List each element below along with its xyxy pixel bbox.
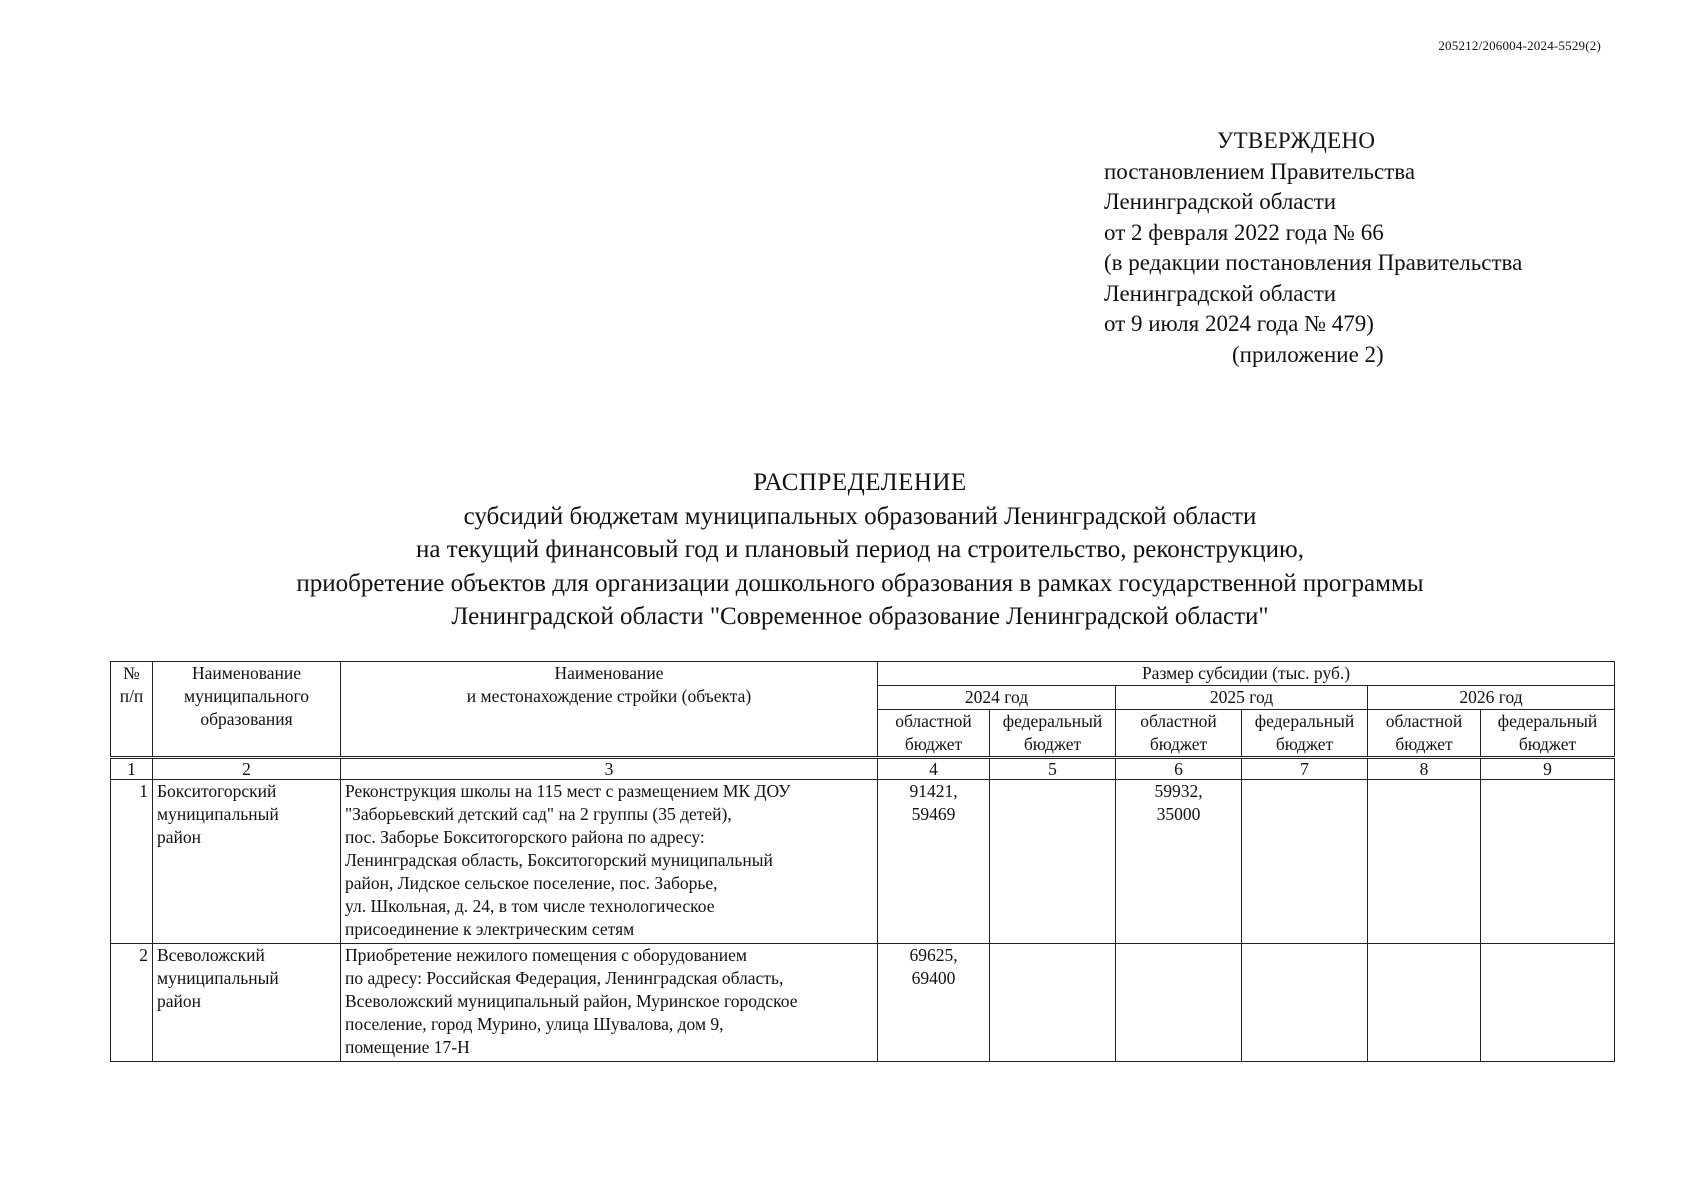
header-year-2024: 2024 год (878, 686, 1116, 710)
table-row (111, 780, 1615, 944)
value-2026-regional (1368, 780, 1481, 944)
cell-line: Приобретение нежилого помещения с оборудованием (345, 945, 747, 965)
value-2026-federal (1481, 944, 1615, 1062)
header-text: бюджет (1023, 734, 1082, 754)
cell-line: ул. Школьная, д. 24, в том числе технологическое (345, 896, 715, 916)
municipality-cell (153, 780, 341, 944)
title-line: на текущий финансовый год и плановый период на строительство, реконструкцию, (416, 536, 1304, 563)
title-heading: РАСПРЕДЕЛЕНИЕ (753, 469, 967, 496)
column-number-row (111, 758, 1615, 780)
value-2024-regional (878, 944, 990, 1062)
cell-line: район (157, 991, 201, 1011)
header-text: бюджет (1395, 734, 1453, 754)
cell-line: муниципальный (157, 804, 279, 824)
value-2025-federal (1242, 780, 1368, 944)
cell-line: поселение, город Мурино, улица Шувалова, дом 9, (345, 1014, 724, 1034)
value-line: 59932, (1154, 781, 1203, 801)
header-text: федеральный (1497, 711, 1598, 731)
header-text: и местонахождение стройки (объекта) (466, 686, 752, 706)
cell-line: пос. Заборье Бокситогорского района по адресу: (345, 827, 705, 847)
value-2026-federal (1481, 780, 1615, 944)
header-regional-budget (1368, 710, 1481, 758)
cell-line: Всеволожский муниципальный район, Муринское городское (345, 991, 798, 1011)
header-text: муниципального (184, 686, 309, 706)
subsidy-distribution-table (110, 661, 1615, 1062)
header-text: федеральный (1002, 711, 1103, 731)
column-number: 1 (111, 758, 153, 780)
header-text: федеральный (1254, 711, 1355, 731)
cell-line: по адресу: Российская Федерация, Ленинградская область, (345, 968, 784, 988)
row-number: 1 (111, 780, 153, 944)
header-year-2025: 2025 год (1116, 686, 1368, 710)
header-federal-budget (990, 710, 1116, 758)
object-cell (341, 944, 878, 1062)
municipality-cell (153, 944, 341, 1062)
header-text: бюджет (1518, 734, 1577, 754)
cell-line: район (157, 827, 201, 847)
header-text: бюджет (1275, 734, 1334, 754)
header-text: бюджет (904, 734, 963, 754)
header-text: областной (1385, 711, 1463, 731)
value-2026-regional (1368, 944, 1481, 1062)
header-regional-budget (1116, 710, 1242, 758)
approval-heading: УТВЕРЖДЕНО (1217, 128, 1376, 153)
header-year-2026: 2026 год (1368, 686, 1615, 710)
column-number: 8 (1368, 758, 1481, 780)
column-number: 7 (1242, 758, 1368, 780)
header-text: Наименование (554, 663, 664, 683)
header-text: № (123, 663, 140, 683)
cell-line: Реконструкция школы на 115 мест с размещением МК ДОУ (345, 781, 791, 801)
document-registration-number: 205212/206004-2024-5529(2) (1438, 38, 1601, 53)
column-number: 9 (1481, 758, 1615, 780)
header-text: областной (1140, 711, 1217, 731)
value-2025-federal (1242, 944, 1368, 1062)
value-line: 69625, (909, 945, 958, 965)
document-title (110, 466, 1610, 634)
column-number: 5 (990, 758, 1116, 780)
header-text: Наименование (191, 663, 302, 683)
approval-line: от 9 июля 2024 года № 479) (1104, 311, 1374, 336)
cell-line: муниципальный (157, 968, 279, 988)
value-line: 59469 (911, 804, 956, 824)
column-number: 6 (1116, 758, 1242, 780)
value-2024-regional (878, 780, 990, 944)
header-number (111, 662, 153, 758)
title-line: приобретение объектов для организации дошкольного образования в рамках государственной программы (296, 569, 1424, 597)
header-federal-budget (1481, 710, 1615, 758)
cell-line: Всеволожский (157, 945, 265, 965)
approval-line: Ленинградской области (1104, 280, 1337, 306)
title-line: субсидий бюджетам муниципальных образований Ленинградской области (463, 502, 1257, 530)
cell-line: Ленинградская область, Бокситогорский муниципальный (345, 850, 773, 870)
approval-line: от 2 февраля 2022 года № 66 (1104, 219, 1384, 245)
cell-line: Бокситогорский (157, 781, 277, 801)
approval-line: постановлением Правительства (1104, 158, 1416, 184)
value-line: 35000 (1156, 804, 1201, 824)
header-municipality (153, 662, 341, 758)
cell-line: помещение 17-Н (345, 1037, 470, 1057)
title-line: Ленинградской области "Современное образование Ленинградской области" (451, 603, 1269, 630)
column-number: 2 (153, 758, 341, 780)
appendix-label: (приложение 2) (1232, 341, 1384, 367)
value-line: 91421, (909, 781, 958, 801)
header-text: образования (200, 709, 293, 729)
value-2024-federal (990, 780, 1116, 944)
column-number: 4 (878, 758, 990, 780)
header-text: бюджет (1149, 734, 1208, 754)
table-row (111, 944, 1615, 1062)
cell-line: присоединение к электрическим сетям (345, 919, 635, 939)
object-cell (341, 780, 878, 944)
value-2025-regional (1116, 944, 1242, 1062)
header-text: п/п (119, 686, 144, 706)
value-2025-regional (1116, 780, 1242, 944)
value-line: 69400 (911, 968, 956, 988)
approval-line: (в редакции постановления Правительства (1104, 250, 1523, 275)
cell-line: "Заборьевский детский сад" на 2 группы (35 детей), (345, 804, 732, 824)
column-number: 3 (341, 758, 878, 780)
row-number: 2 (111, 944, 153, 1062)
header-object (341, 662, 878, 758)
cell-line: район, Лидское сельское поселение, пос. Заборье, (345, 873, 718, 893)
header-regional-budget (878, 710, 990, 758)
header-federal-budget (1242, 710, 1368, 758)
value-2024-federal (990, 944, 1116, 1062)
approval-line: Ленинградской области (1104, 189, 1337, 214)
header-subsidy-size: Размер субсидии (тыс. руб.) (878, 662, 1615, 686)
header-text: областной (895, 711, 972, 731)
approval-stamp-block (1104, 126, 1522, 370)
